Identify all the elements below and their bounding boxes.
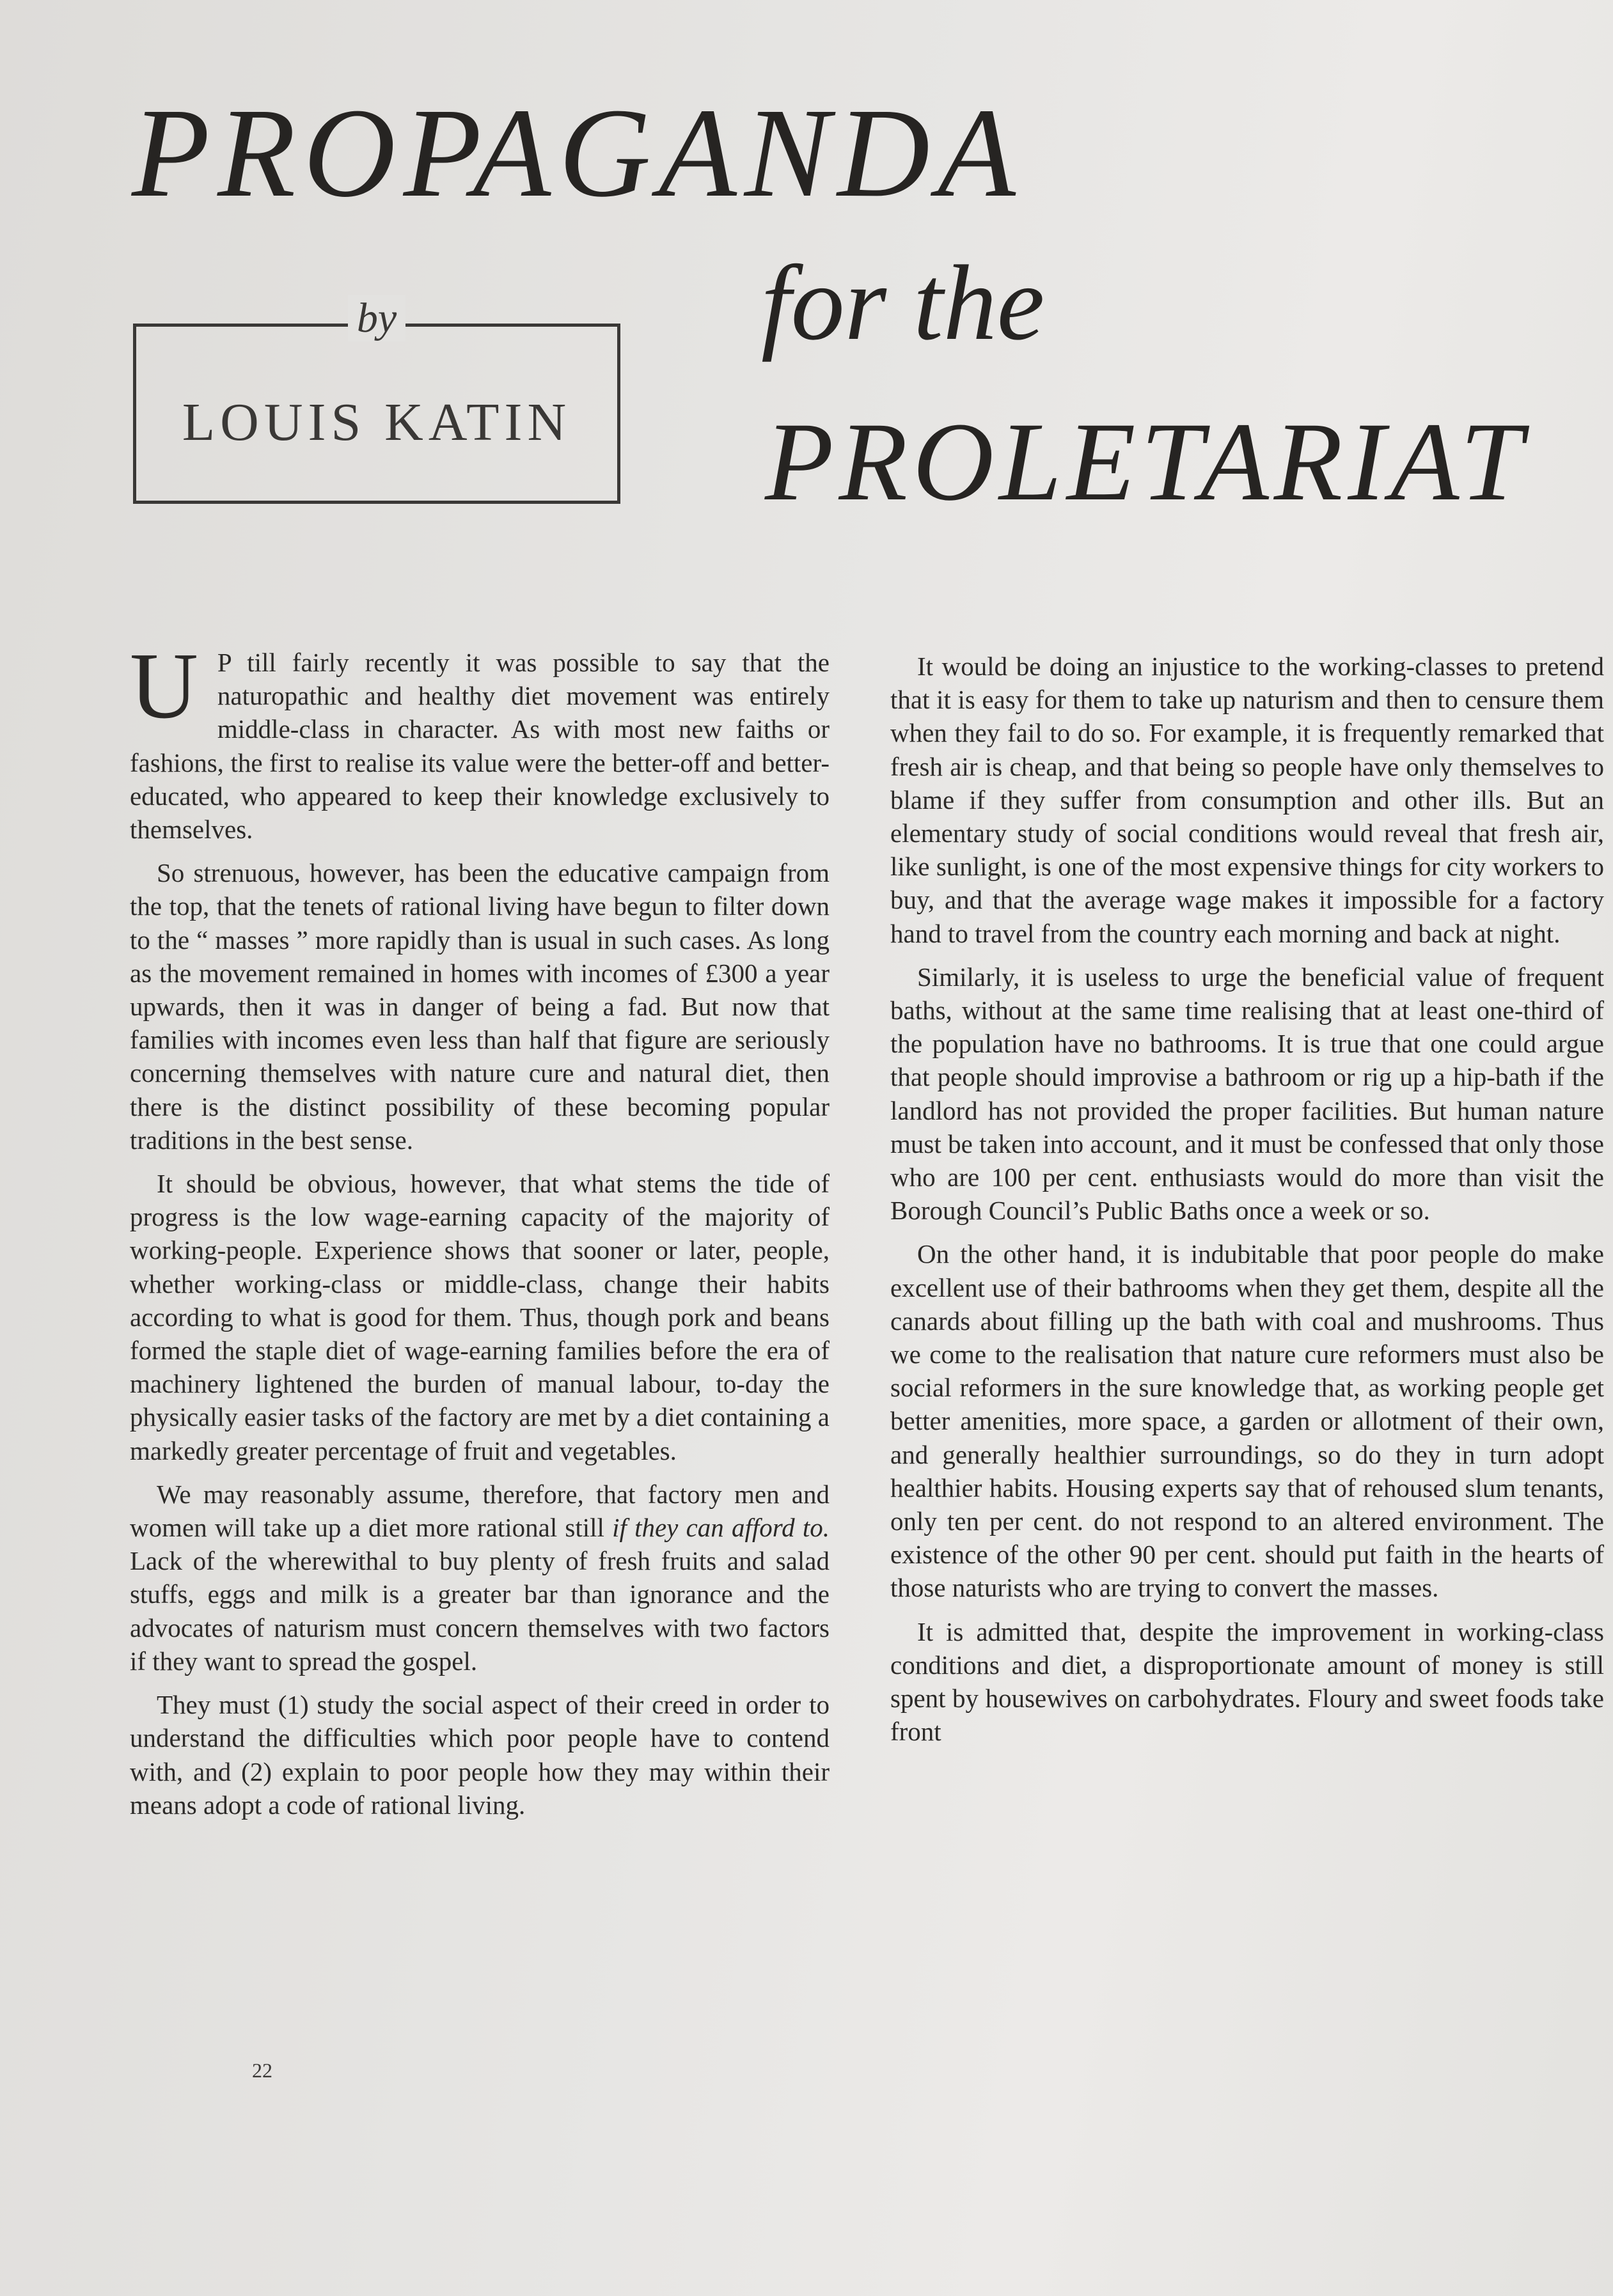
- paragraph: [130, 634, 830, 846]
- article-column-right: [890, 650, 1604, 1759]
- paragraph-text: Lack of the wherewithal to buy plenty of fresh fruits and salad stuffs, eggs and milk is a greater bar than ignorance and the advocates of naturism must concern themselves with two factors if they want to spread the gospel.: [130, 1546, 830, 1676]
- byline-by-text: by: [348, 295, 405, 341]
- author-name: LOUIS KATIN: [182, 393, 572, 452]
- paragraph: Similarly, it is useless to urge the beneficial value of frequent baths, without at the same time realising that at least one-third of the population have no bathrooms. It is true that one could argue that people should improvise a bathroom or rig up a hip-bath if the landlord has not provided the proper facilities. But human nature must be taken into account, and it must be confessed that only those who are 100 per cent. enthusiasts would do more than visit the Borough Council’s Public Baths once a week or so.: [890, 962, 1604, 1226]
- drop-cap: U: [130, 634, 198, 738]
- paragraph: So strenuous, however, has been the educative campaign from the top, that the tenets of rational living have begun to filter down to the “ masses ” more rapidly than is usual in such cases. As long as the movement remained in homes with incomes of £300 a year upwards, then it was in danger of being a fad. But now that families with incomes even less than half that figure are seriously concerning themselves with nature cure and natural diet, then there is the distinct possibility of these becoming popular traditions in the best sense.: [130, 858, 830, 1155]
- paragraph: It is admitted that, despite the improvement in working-class conditions and diet, a disproportionate amount of money is still spent by housewives on carbohydrates. Floury and sweet foods take front: [890, 1616, 1604, 1747]
- paragraph: They must (1) study the social aspect of their creed in order to understand the difficulties which poor people have to contend with, and (2) explain to poor people how they may within their means adopt a code of rational living.: [130, 1690, 830, 1820]
- page-number: 22: [252, 2059, 272, 2082]
- article-column-left: [130, 634, 830, 1822]
- paragraph-emphasis: if they can afford to.: [612, 1513, 830, 1543]
- byline-by-label: [136, 297, 617, 340]
- byline-box: [133, 295, 620, 504]
- paragraph-text: We may reasonably assume, therefore, that factory men and women will take up a diet more rational still: [130, 1479, 830, 1543]
- headline-proletariat: PROLETARIAT: [765, 400, 1528, 524]
- headline-propaganda: PROPAGANDA: [132, 82, 1023, 224]
- headline-for-the: for the: [761, 244, 1045, 363]
- paragraph: It should be obvious, however, that what stems the tide of progress is the low wage-earning capacity of the majority of working-people. Experience shows that sooner or later, people, whether working-class or middle-class, change their habits according to what is good for them. Thus, though pork and beans formed the staple diet of wage-earning families before the era of machinery lightened the burden of manual labour, to-day the physically easier tasks of the factory are met by a diet containing a markedly greater percentage of fruit and vegetables.: [130, 1169, 830, 1465]
- paragraph: It would be doing an injustice to the working-classes to pretend that it is easy for them to take up naturism and then to censure them when they fail to do so. For example, it is frequently remarked that fresh air is cheap, and that being so people have only themselves to blame if they suffer from consumption and other ills. But an elementary study of social conditions would reveal that fresh air, like sunlight, is one of the most expensive things for city workers to buy, and that the average wage makes it impossible for a factory hand to travel from the country each morning and back at night.: [890, 652, 1604, 948]
- paragraph: [130, 1478, 830, 1678]
- paragraph: On the other hand, it is indubitable that poor people do make excellent use of their bathrooms when they get them, despite all the canards about filling up the bath with coal and mushrooms. Thus we come to the realisation that nature cure reformers must also be social reformers in the sure knowledge that, as working people get better amenities, more space, a garden or allotment of their own, and generally healthier surroundings, so do they in turn adopt healthier habits. Housing experts say that of rehoused slum tenants, only ten per cent. do not respond to an altered environment. The existence of the other 90 per cent. should put faith in the hearts of those naturists who are trying to convert the masses.: [890, 1239, 1604, 1603]
- paragraph-text: P till fairly recently it was possible to say that the naturopathic and healthy diet movement was entirely middle-class in character. As with most new faiths or fashions, the first to realise its value were the better-off and better-educated, who appeared to keep their knowledge exclusively to themselves.: [130, 648, 830, 845]
